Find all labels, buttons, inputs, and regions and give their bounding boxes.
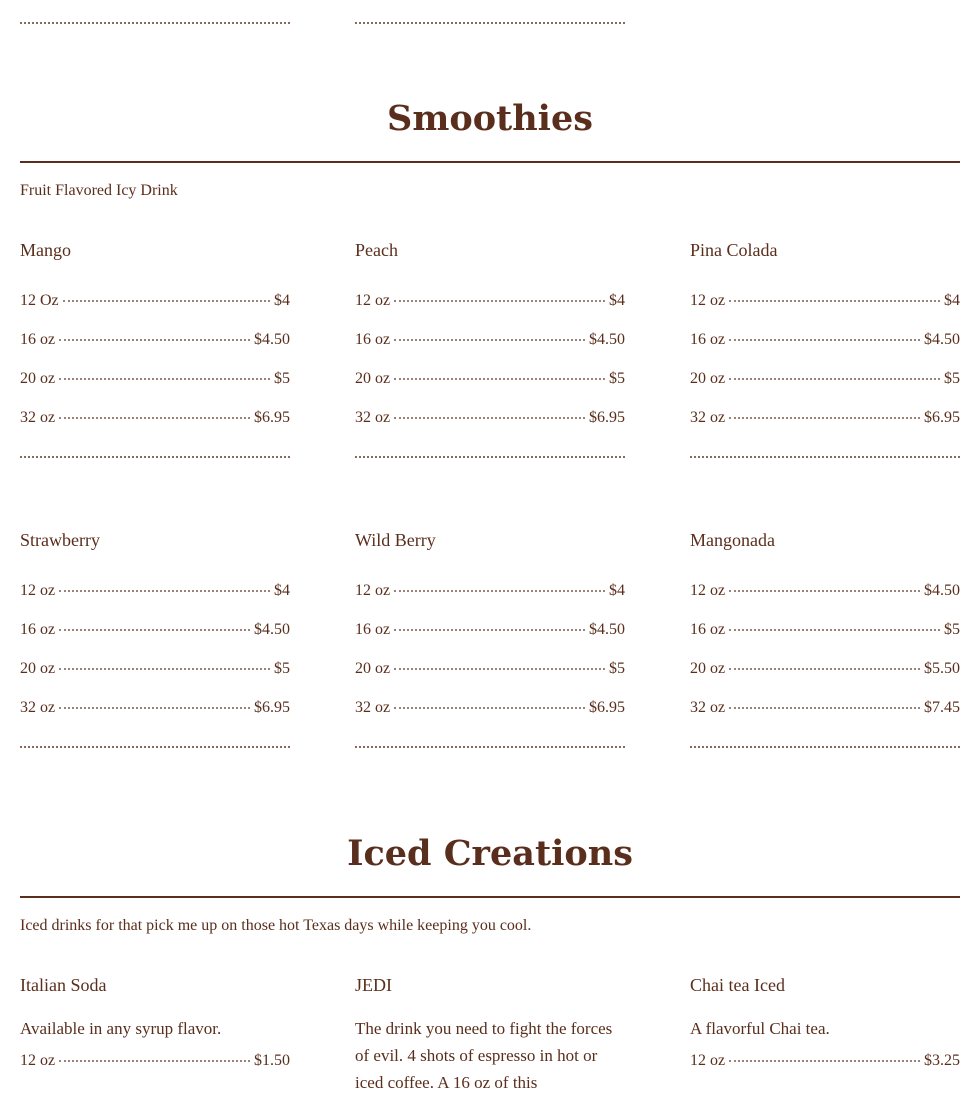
menu-item-divider [355,456,625,458]
size-label: 20 oz [355,660,391,677]
price-value: $4.50 [924,331,960,348]
dot-leader [394,339,585,341]
price-row [690,409,960,448]
size-label: 12 Oz [20,292,59,309]
size-label: 20 oz [20,660,56,677]
dot-leader [394,300,605,302]
price-value: $4.50 [589,621,625,638]
menu-item [690,240,960,458]
menu-item-name: Chai tea Iced [690,975,785,995]
dot-leader [59,668,270,670]
menu-item-name: Strawberry [20,530,100,550]
price-row [20,331,290,370]
menu-item-description: Available in any syrup flavor. [20,1019,222,1038]
price-value: $6.95 [254,409,290,426]
price-value: $4 [609,292,625,309]
size-label: 12 oz [355,292,391,309]
menu-item-name: Peach [355,240,398,260]
price-row [355,582,625,621]
price-value: $5 [609,370,625,387]
size-label: 16 oz [20,621,56,638]
price-value: $4.50 [254,621,290,638]
price-row [355,621,625,660]
menu-item [690,530,960,748]
price-row [20,292,290,331]
dot-leader [394,629,585,631]
price-value: $4.50 [254,331,290,348]
price-value: $6.95 [254,699,290,716]
price-row [690,621,960,660]
dot-leader [63,300,270,302]
price-row [690,331,960,370]
dot-leader [729,707,920,709]
price-value: $5 [944,621,960,638]
size-label: 32 oz [355,699,391,716]
menu-item [20,530,290,748]
price-value: $3.25 [924,1052,960,1069]
menu-item [355,530,625,748]
dot-leader [59,707,250,709]
dot-leader [394,590,605,592]
size-label: 32 oz [20,409,56,426]
size-label: 20 oz [690,660,726,677]
dot-leader [394,378,605,380]
price-value: $7.45 [924,699,960,716]
size-label: 32 oz [690,409,726,426]
menu-item-divider [20,746,290,748]
size-label: 12 oz [690,582,726,599]
menu-item-divider [690,456,960,458]
price-value: $6.95 [589,409,625,426]
price-value: $6.95 [589,699,625,716]
price-row [20,699,290,738]
dot-leader [729,339,920,341]
price-row [690,370,960,409]
price-value: $4 [274,582,290,599]
price-row [690,660,960,699]
price-row [20,660,290,699]
price-row [355,660,625,699]
dot-leader [394,417,585,419]
price-row [690,1052,960,1091]
menu-item-description: The drink you need to fight the forces of evil. 4 shots of espresso in hot or iced coffee. A 16 oz of this [355,1019,613,1092]
menu-item [690,975,960,1091]
menu-item [355,975,625,1106]
menu-item-divider [20,456,290,458]
price-value: $5 [944,370,960,387]
dot-leader [729,1060,920,1062]
dot-leader [729,300,940,302]
size-label: 16 oz [20,331,56,348]
menu-item [20,240,290,458]
size-label: 16 oz [690,331,726,348]
price-value: $5 [274,370,290,387]
dot-leader [59,590,270,592]
price-row [355,331,625,370]
price-row [355,409,625,448]
price-row [20,370,290,409]
price-value: $4.50 [924,582,960,599]
price-row [355,370,625,409]
dot-leader [394,668,605,670]
dot-leader [59,629,250,631]
size-label: 16 oz [355,331,391,348]
price-row [20,582,290,621]
price-row [20,1052,290,1091]
dot-leader [59,417,250,419]
size-label: 20 oz [690,370,726,387]
price-value: $1.50 [254,1052,290,1069]
section-title-smoothies: Smoothies [387,98,593,139]
dot-leader [394,707,585,709]
menu-item-name: Mango [20,240,71,260]
size-label: 12 oz [20,582,56,599]
dot-leader [729,378,940,380]
size-label: 32 oz [690,699,726,716]
dot-leader [729,668,920,670]
size-label: 12 oz [690,292,726,309]
menu-item-description: A flavorful Chai tea. [690,1019,830,1038]
previous-section-divider-2 [355,22,625,24]
size-label: 12 oz [20,1052,56,1069]
menu-item-divider [355,746,625,748]
section-title-iced-creations: Iced Creations [347,833,633,874]
size-label: 32 oz [355,409,391,426]
dot-leader [729,417,920,419]
dot-leader [59,339,250,341]
section-rule-smoothies [20,161,960,163]
dot-leader [59,1060,250,1062]
size-label: 20 oz [20,370,56,387]
section-description-iced-creations: Iced drinks for that pick me up on those hot Texas days while keeping you cool. [20,917,532,934]
section-rule-iced-creations [20,896,960,898]
menu-item-divider [690,746,960,748]
price-value: $4 [944,292,960,309]
menu-item-name: Pina Colada [690,240,778,260]
price-value: $4 [609,582,625,599]
size-label: 16 oz [690,621,726,638]
size-label: 16 oz [355,621,391,638]
previous-section-divider-1 [20,22,290,24]
price-value: $6.95 [924,409,960,426]
price-row [690,699,960,738]
dot-leader [59,378,270,380]
price-row [690,582,960,621]
price-row [20,409,290,448]
menu-item [20,975,290,1091]
price-row [690,292,960,331]
price-value: $4 [274,292,290,309]
size-label: 12 oz [355,582,391,599]
menu-item-name: Wild Berry [355,530,436,550]
price-value: $4.50 [589,331,625,348]
menu-item-name: Italian Soda [20,975,107,995]
menu-item-name: JEDI [355,975,392,995]
price-row [355,292,625,331]
price-value: $5 [609,660,625,677]
size-label: 20 oz [355,370,391,387]
dot-leader [729,629,940,631]
price-row [20,621,290,660]
menu-item [355,240,625,458]
section-description-smoothies: Fruit Flavored Icy Drink [20,182,178,199]
price-row [355,699,625,738]
size-label: 32 oz [20,699,56,716]
price-value: $5 [274,660,290,677]
price-value: $5.50 [924,660,960,677]
menu-item-name: Mangonada [690,530,775,550]
size-label: 12 oz [690,1052,726,1069]
dot-leader [729,590,920,592]
